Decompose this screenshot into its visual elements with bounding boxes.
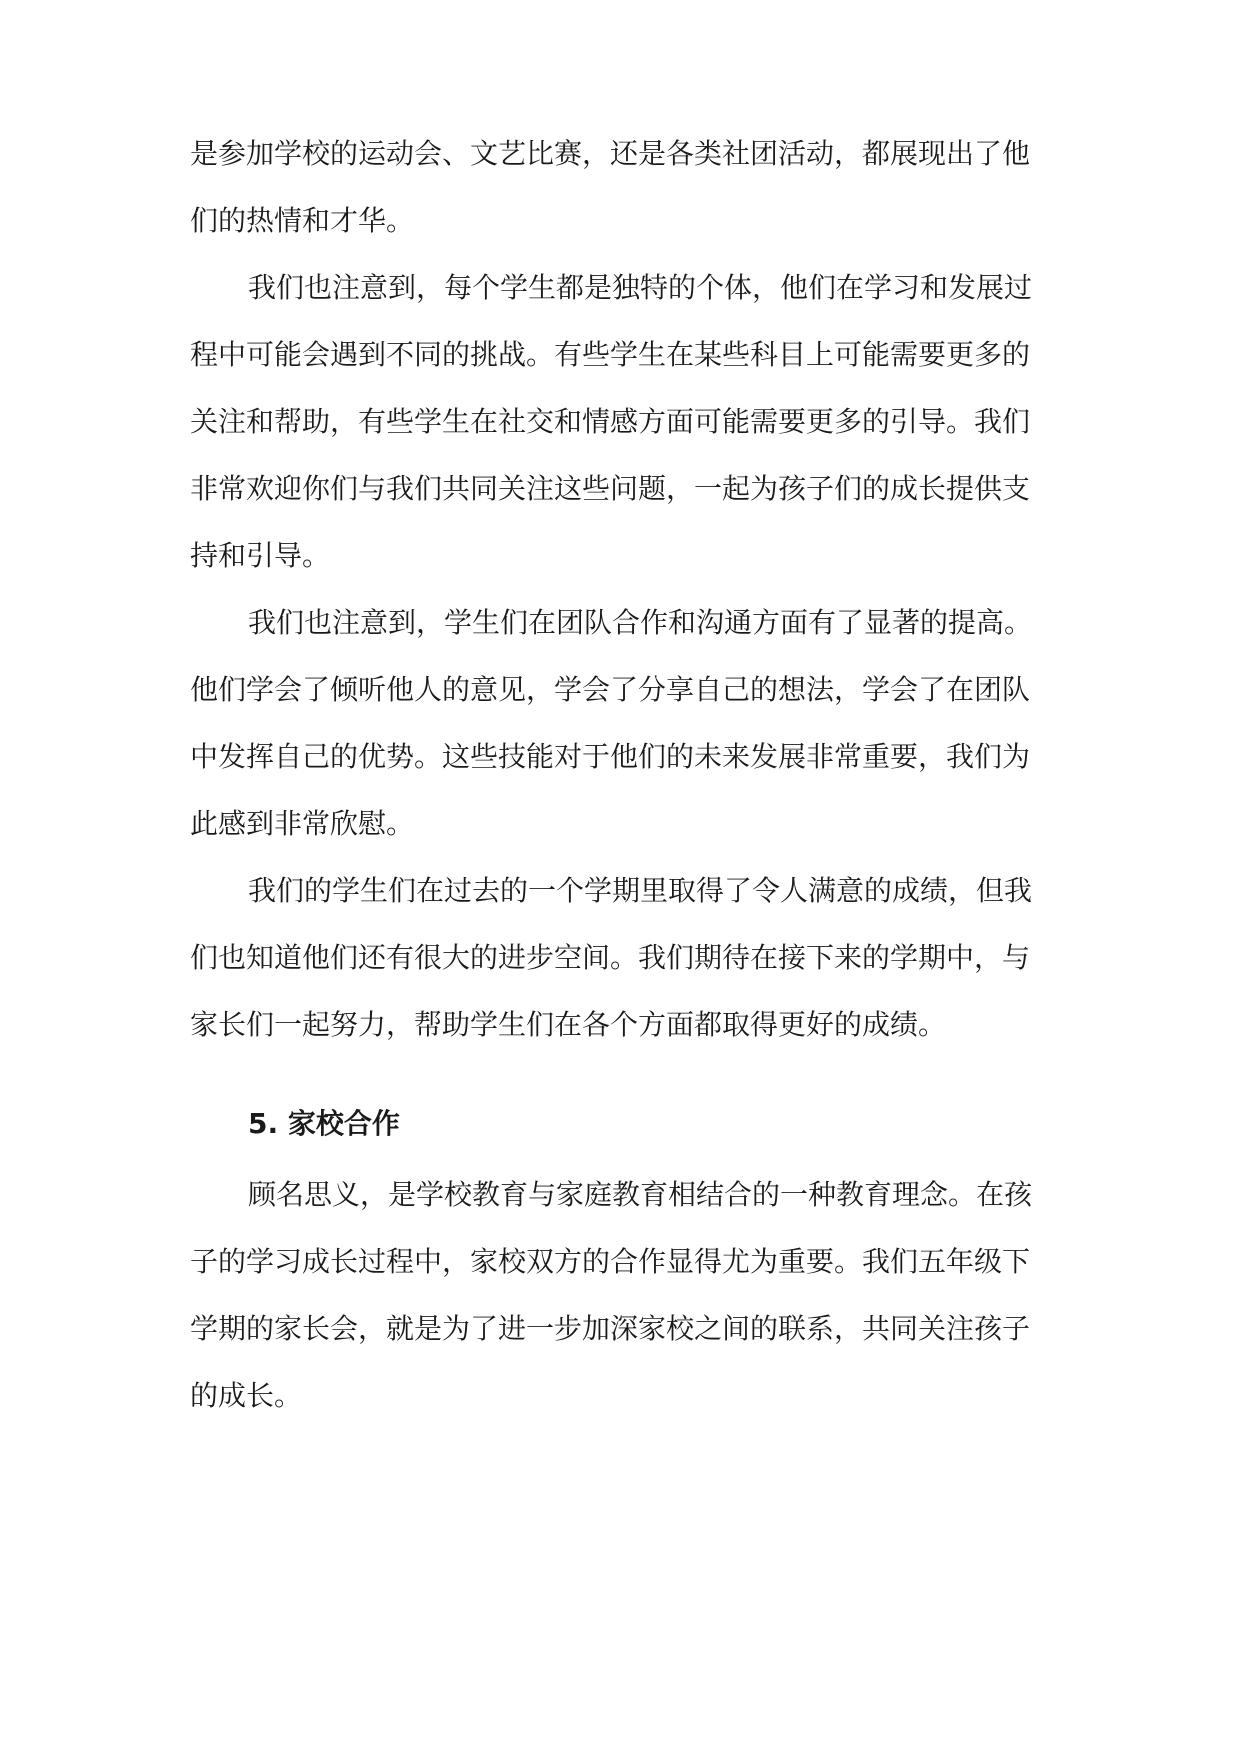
section-paragraph-line-2: 子的学习成长过程中，家校双方的合作显得尤为重要。我们五年级下 bbox=[190, 1245, 1031, 1278]
section-paragraph-line-1: 顾名思义，是学校教育与家庭教育相结合的一种教育理念。在孩 bbox=[248, 1178, 1033, 1211]
paragraph-3-line-1: 我们也注意到，学生们在团队合作和沟通方面有了显著的提高。 bbox=[248, 606, 1033, 639]
paragraph-3-line-4: 此感到非常欣慰。 bbox=[190, 807, 415, 840]
paragraph-4-line-1: 我们的学生们在过去的一个学期里取得了令人满意的成绩，但我 bbox=[248, 874, 1033, 907]
paragraph-3-line-3: 中发挥自己的优势。这些技能对于他们的未来发展非常重要，我们为 bbox=[190, 740, 1031, 773]
paragraph-2-line-2: 程中可能会遇到不同的挑战。有些学生在某些科目上可能需要更多的 bbox=[190, 338, 1031, 371]
paragraph-2-line-5: 持和引导。 bbox=[190, 539, 331, 572]
section-paragraph-line-4: 的成长。 bbox=[190, 1379, 303, 1412]
paragraph-2-line-3: 关注和帮助，有些学生在社交和情感方面可能需要更多的引导。我们 bbox=[190, 405, 1031, 438]
paragraph-4-line-2: 们也知道他们还有很大的进步空间。我们期待在接下来的学期中，与 bbox=[190, 941, 1031, 974]
paragraph-1-line-2: 们的热情和才华。 bbox=[190, 204, 415, 237]
paragraph-2-line-4: 非常欢迎你们与我们共同关注这些问题，一起为孩子们的成长提供支 bbox=[190, 472, 1031, 505]
paragraph-4-line-3: 家长们一起努力，帮助学生们在各个方面都取得更好的成绩。 bbox=[190, 1008, 947, 1041]
paragraph-3-line-2: 他们学会了倾听他人的意见，学会了分享自己的想法，学会了在团队 bbox=[190, 673, 1031, 706]
paragraph-1-line-1: 是参加学校的运动会、文艺比赛，还是各类社团活动，都展现出了他 bbox=[190, 137, 1031, 170]
section-heading: 5. 家校合作 bbox=[248, 1107, 400, 1140]
paragraph-2-line-1: 我们也注意到，每个学生都是独特的个体，他们在学习和发展过 bbox=[248, 271, 1033, 304]
section-paragraph-line-3: 学期的家长会，就是为了进一步加深家校之间的联系，共同关注孩子 bbox=[190, 1312, 1031, 1345]
